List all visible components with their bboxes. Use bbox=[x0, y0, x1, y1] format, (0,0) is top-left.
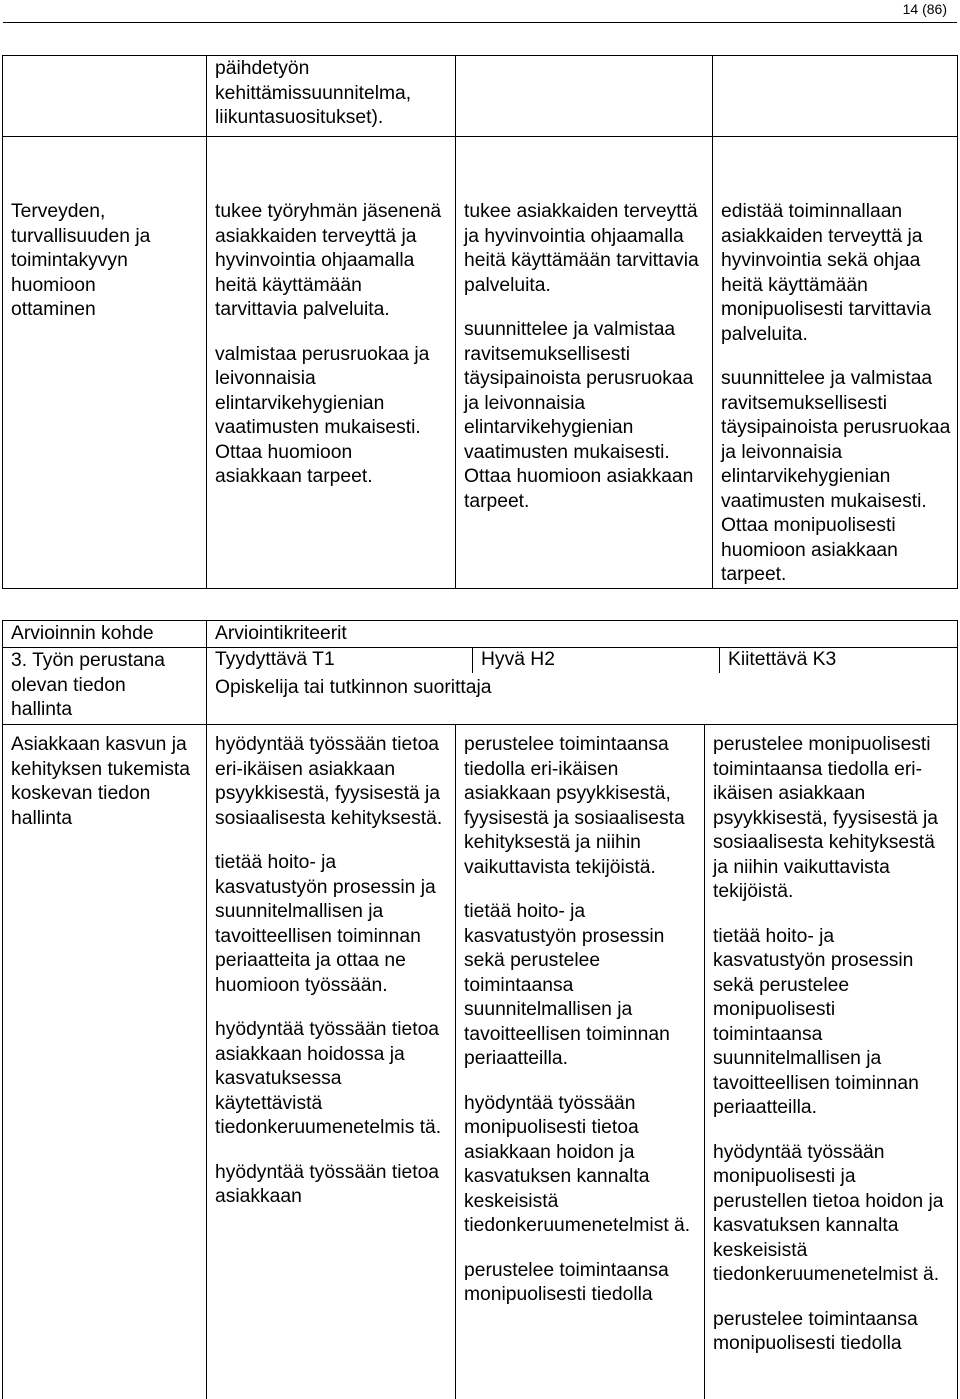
criterion-text: suunnittelee ja valmistaa ravitsemuksellisesti täysipainoista perusruokaa ja leivonnaisia elintarvikehygienian vaatimusten mukaisesti. Ottaa monipuolisesti huomioon asiakkaan tarpeet. bbox=[721, 368, 951, 585]
criterion-text: hyödyntää työssään tietoa asiakkaan hoidossa ja kasvatuksessa käytettävistä tiedonkeruumenetelmis tä. bbox=[215, 1019, 442, 1138]
criterion-text: perustelee monipuolisesti toimintaansa tiedolla eri-ikäisen asiakkaan psyykkisestä, fyysisestä ja sosiaalisesta kehityksestä ja niihin vaikuttavista tekijöistä. bbox=[713, 734, 939, 902]
evaluator-label: Opiskelija tai tutkinnon suorittaja bbox=[215, 676, 492, 698]
level-t1: Tyydyttävä T1 bbox=[207, 648, 473, 673]
criterion-text: hyödyntää työssään tietoa eri-ikäisen asiakkaan psyykkisestä, fyysisestä ja sosiaalisesta kehityksestä. bbox=[215, 734, 443, 829]
row-label-cell bbox=[3, 725, 207, 1399]
header-criteria-cell bbox=[207, 621, 958, 648]
row-label-cell bbox=[3, 56, 207, 137]
section-title-cell bbox=[3, 648, 207, 725]
criterion-text: tukee asiakkaiden terveyttä ja hyvinvointia ohjaamalla heitä käyttämään tarvittavia palveluita. bbox=[464, 201, 699, 296]
table-row bbox=[3, 725, 958, 1399]
t1-cell bbox=[207, 137, 456, 589]
page-number: 14 (86) bbox=[902, 1, 947, 17]
levels-cell bbox=[207, 648, 958, 725]
criterion-text: hyödyntää työssään monipuolisesti tietoa asiakkaan hoidon ja kasvatuksen kannalta keskeisistä tiedonkeruumenetelmist ä. bbox=[464, 1092, 691, 1236]
criterion-text: perustelee toimintaansa monipuolisesti tiedolla bbox=[464, 1259, 669, 1305]
criterion-text: tietää hoito- ja kasvatustyön prosessin ja suunnitelmallisen ja tavoitteellisen toiminnan periaatteita ja ottaa ne huomioon työssään. bbox=[215, 852, 436, 996]
h2-cell bbox=[456, 725, 705, 1399]
levels-header bbox=[207, 648, 957, 673]
section-row bbox=[3, 648, 958, 725]
level-k3: Kiitettävä K3 bbox=[728, 649, 837, 670]
criterion-text: tietää hoito- ja kasvatustyön prosessin sekä perustelee toimintaansa suunnitelmallisen ja tavoitteellisen toiminnan periaatteilla. bbox=[464, 901, 670, 1069]
t1-cell bbox=[207, 725, 456, 1399]
criterion-text: suunnittelee ja valmistaa ravitsemuksellisesti täysipainoista perusruokaa ja leivonnaisia elintarvikehygienian vaatimusten mukaisesti. Ottaa huomioon asiakkaan tarpeet. bbox=[464, 319, 694, 512]
k3-cell bbox=[713, 56, 958, 137]
row-label: Terveyden, turvallisuuden ja toimintakyvyn huomioon ottaminen bbox=[11, 201, 151, 320]
criterion-text: tukee työryhmän jäsenenä asiakkaiden terveyttä ja hyvinvointia ohjaamalla heitä käyttämään tarvittavia palveluita. bbox=[215, 201, 442, 320]
header-rule bbox=[3, 22, 957, 23]
row-label: Asiakkaan kasvun ja kehityksen tukemista koskevan tiedon hallinta bbox=[11, 734, 190, 829]
criterion-text: perustelee toimintaansa tiedolla eri-ikäisen asiakkaan psyykkisestä, fyysisestä ja sosiaalisesta kehityksestä ja niihin vaikuttavista tekijöistä. bbox=[464, 734, 685, 878]
row-label-cell bbox=[3, 137, 207, 589]
table-row bbox=[3, 56, 958, 137]
criterion-text: tietää hoito- ja kasvatustyön prosessin sekä perustelee monipuolisesti toimintaansa suunnitelmallisen ja tavoitteellisen toiminnan periaatteilla. bbox=[713, 925, 919, 1118]
criterion-text: valmistaa perusruokaa ja leivonnaisia elintarvikehygienian vaatimusten mukaisesti. Ottaa huomioon asiakkaan tarpeet. bbox=[215, 343, 430, 487]
criterion-text: hyödyntää työssään monipuolisesti ja perustellen tietoa hoidon ja kasvatuksen kannalta keskeisistä tiedonkeruumenetelmist ä. bbox=[713, 1141, 944, 1285]
criterion-text: perustelee toimintaansa monipuolisesti tiedolla bbox=[713, 1308, 918, 1354]
k3-cell bbox=[705, 725, 958, 1399]
k3-cell bbox=[713, 137, 958, 589]
table-header-row bbox=[3, 621, 958, 648]
criterion-text: päihdetyön kehittämissuunnitelma, liikuntasuositukset). bbox=[215, 58, 412, 128]
header-criteria-label: Arviointikriteerit bbox=[215, 623, 347, 644]
t1-cell bbox=[207, 56, 456, 137]
header-target-cell bbox=[3, 621, 207, 648]
criterion-text: hyödyntää työssään tietoa asiakkaan bbox=[215, 1161, 440, 1207]
h2-cell bbox=[456, 137, 713, 589]
criteria-table-top bbox=[2, 55, 958, 589]
level-h2: Hyvä H2 bbox=[473, 648, 720, 673]
header-target-label: Arvioinnin kohde bbox=[11, 623, 154, 644]
h2-cell bbox=[456, 56, 713, 137]
table-row bbox=[3, 137, 958, 589]
criteria-table-bottom bbox=[2, 620, 958, 1399]
criterion-text: edistää toiminnallaan asiakkaiden terveyttä ja hyvinvointia sekä ohjaa heitä käyttämään monipuolisesti tarvittavia palveluita. bbox=[721, 201, 932, 345]
section-title: 3. Työn perustana olevan tiedon hallinta bbox=[11, 650, 166, 720]
